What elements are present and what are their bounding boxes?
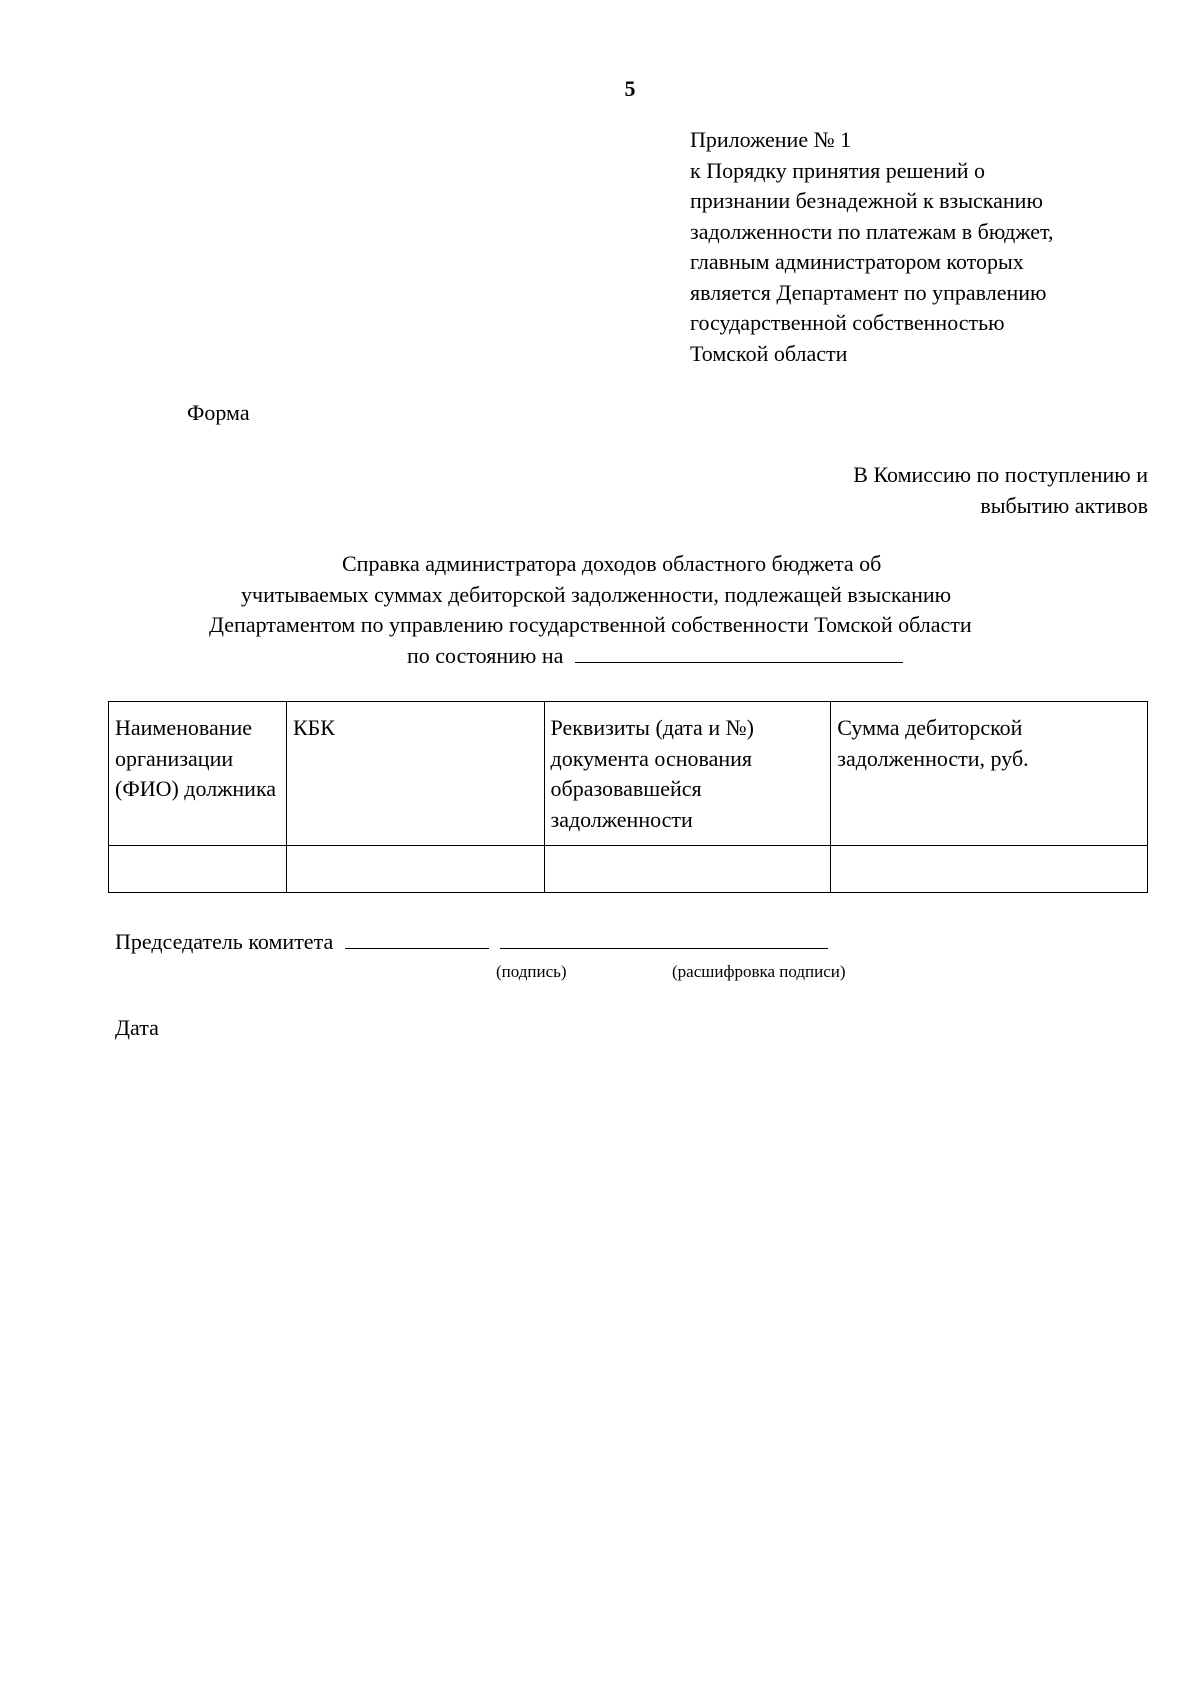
as-of-label: по состоянию на: [407, 642, 564, 668]
annex-block: [690, 125, 1160, 369]
signature-caption: (подпись): [496, 962, 567, 981]
annex-line: Томской области: [690, 340, 848, 366]
annex-line: является Департамент по управлению: [690, 279, 1047, 305]
signature-decode-blank[interactable]: [500, 930, 828, 949]
annex-line: главным администратором которых: [690, 249, 1024, 274]
header-document-details: Реквизиты (дата и №) документа основания образовавшейся задолженности: [544, 702, 831, 846]
addressee-line: В Комиссию по поступлению и: [853, 462, 1148, 487]
annex-line: Приложение № 1: [690, 127, 852, 152]
annex-line: задолженности по платежам в бюджет,: [690, 218, 1054, 244]
cell-debt-amount[interactable]: [831, 846, 1148, 893]
header-debt-amount: Сумма дебиторской задолженности, руб.: [831, 702, 1148, 846]
annex-line: к Порядку принятия решений о: [690, 157, 986, 183]
addressee-line: выбытию активов: [980, 492, 1148, 518]
annex-line: признании безнадежной к взысканию: [690, 188, 1043, 213]
title-line: учитываемых суммах дебиторской задолженности, подлежащей взысканию: [241, 581, 952, 607]
header-kbk: КБК: [286, 702, 544, 846]
form-label: Форма: [187, 400, 250, 425]
debt-table: [108, 701, 1148, 893]
cell-document-details[interactable]: [544, 846, 831, 893]
title-line: Департаментом по управлению государственной собственности Томской области: [209, 612, 972, 637]
table-header-row: [109, 702, 1148, 846]
title-line: Справка администратора доходов областного бюджета об: [342, 551, 882, 576]
signature-line: [115, 929, 828, 955]
signature-decode-caption: (расшифровка подписи): [672, 962, 846, 981]
date-label: Дата: [115, 1015, 159, 1040]
page-number: 5: [624, 76, 636, 101]
addressee-block: [700, 460, 1148, 521]
chairman-label: Председатель комитета: [115, 929, 334, 954]
header-debtor-name: Наименование организации (ФИО) должника: [109, 702, 287, 846]
signature-blank[interactable]: [345, 930, 489, 949]
annex-line: государственной собственностью: [690, 310, 1005, 335]
cell-debtor-name[interactable]: [109, 846, 287, 893]
cell-kbk[interactable]: [286, 846, 544, 893]
as-of-date-blank[interactable]: [575, 644, 903, 663]
title-line-date: [407, 641, 903, 672]
table-row: [109, 846, 1148, 893]
